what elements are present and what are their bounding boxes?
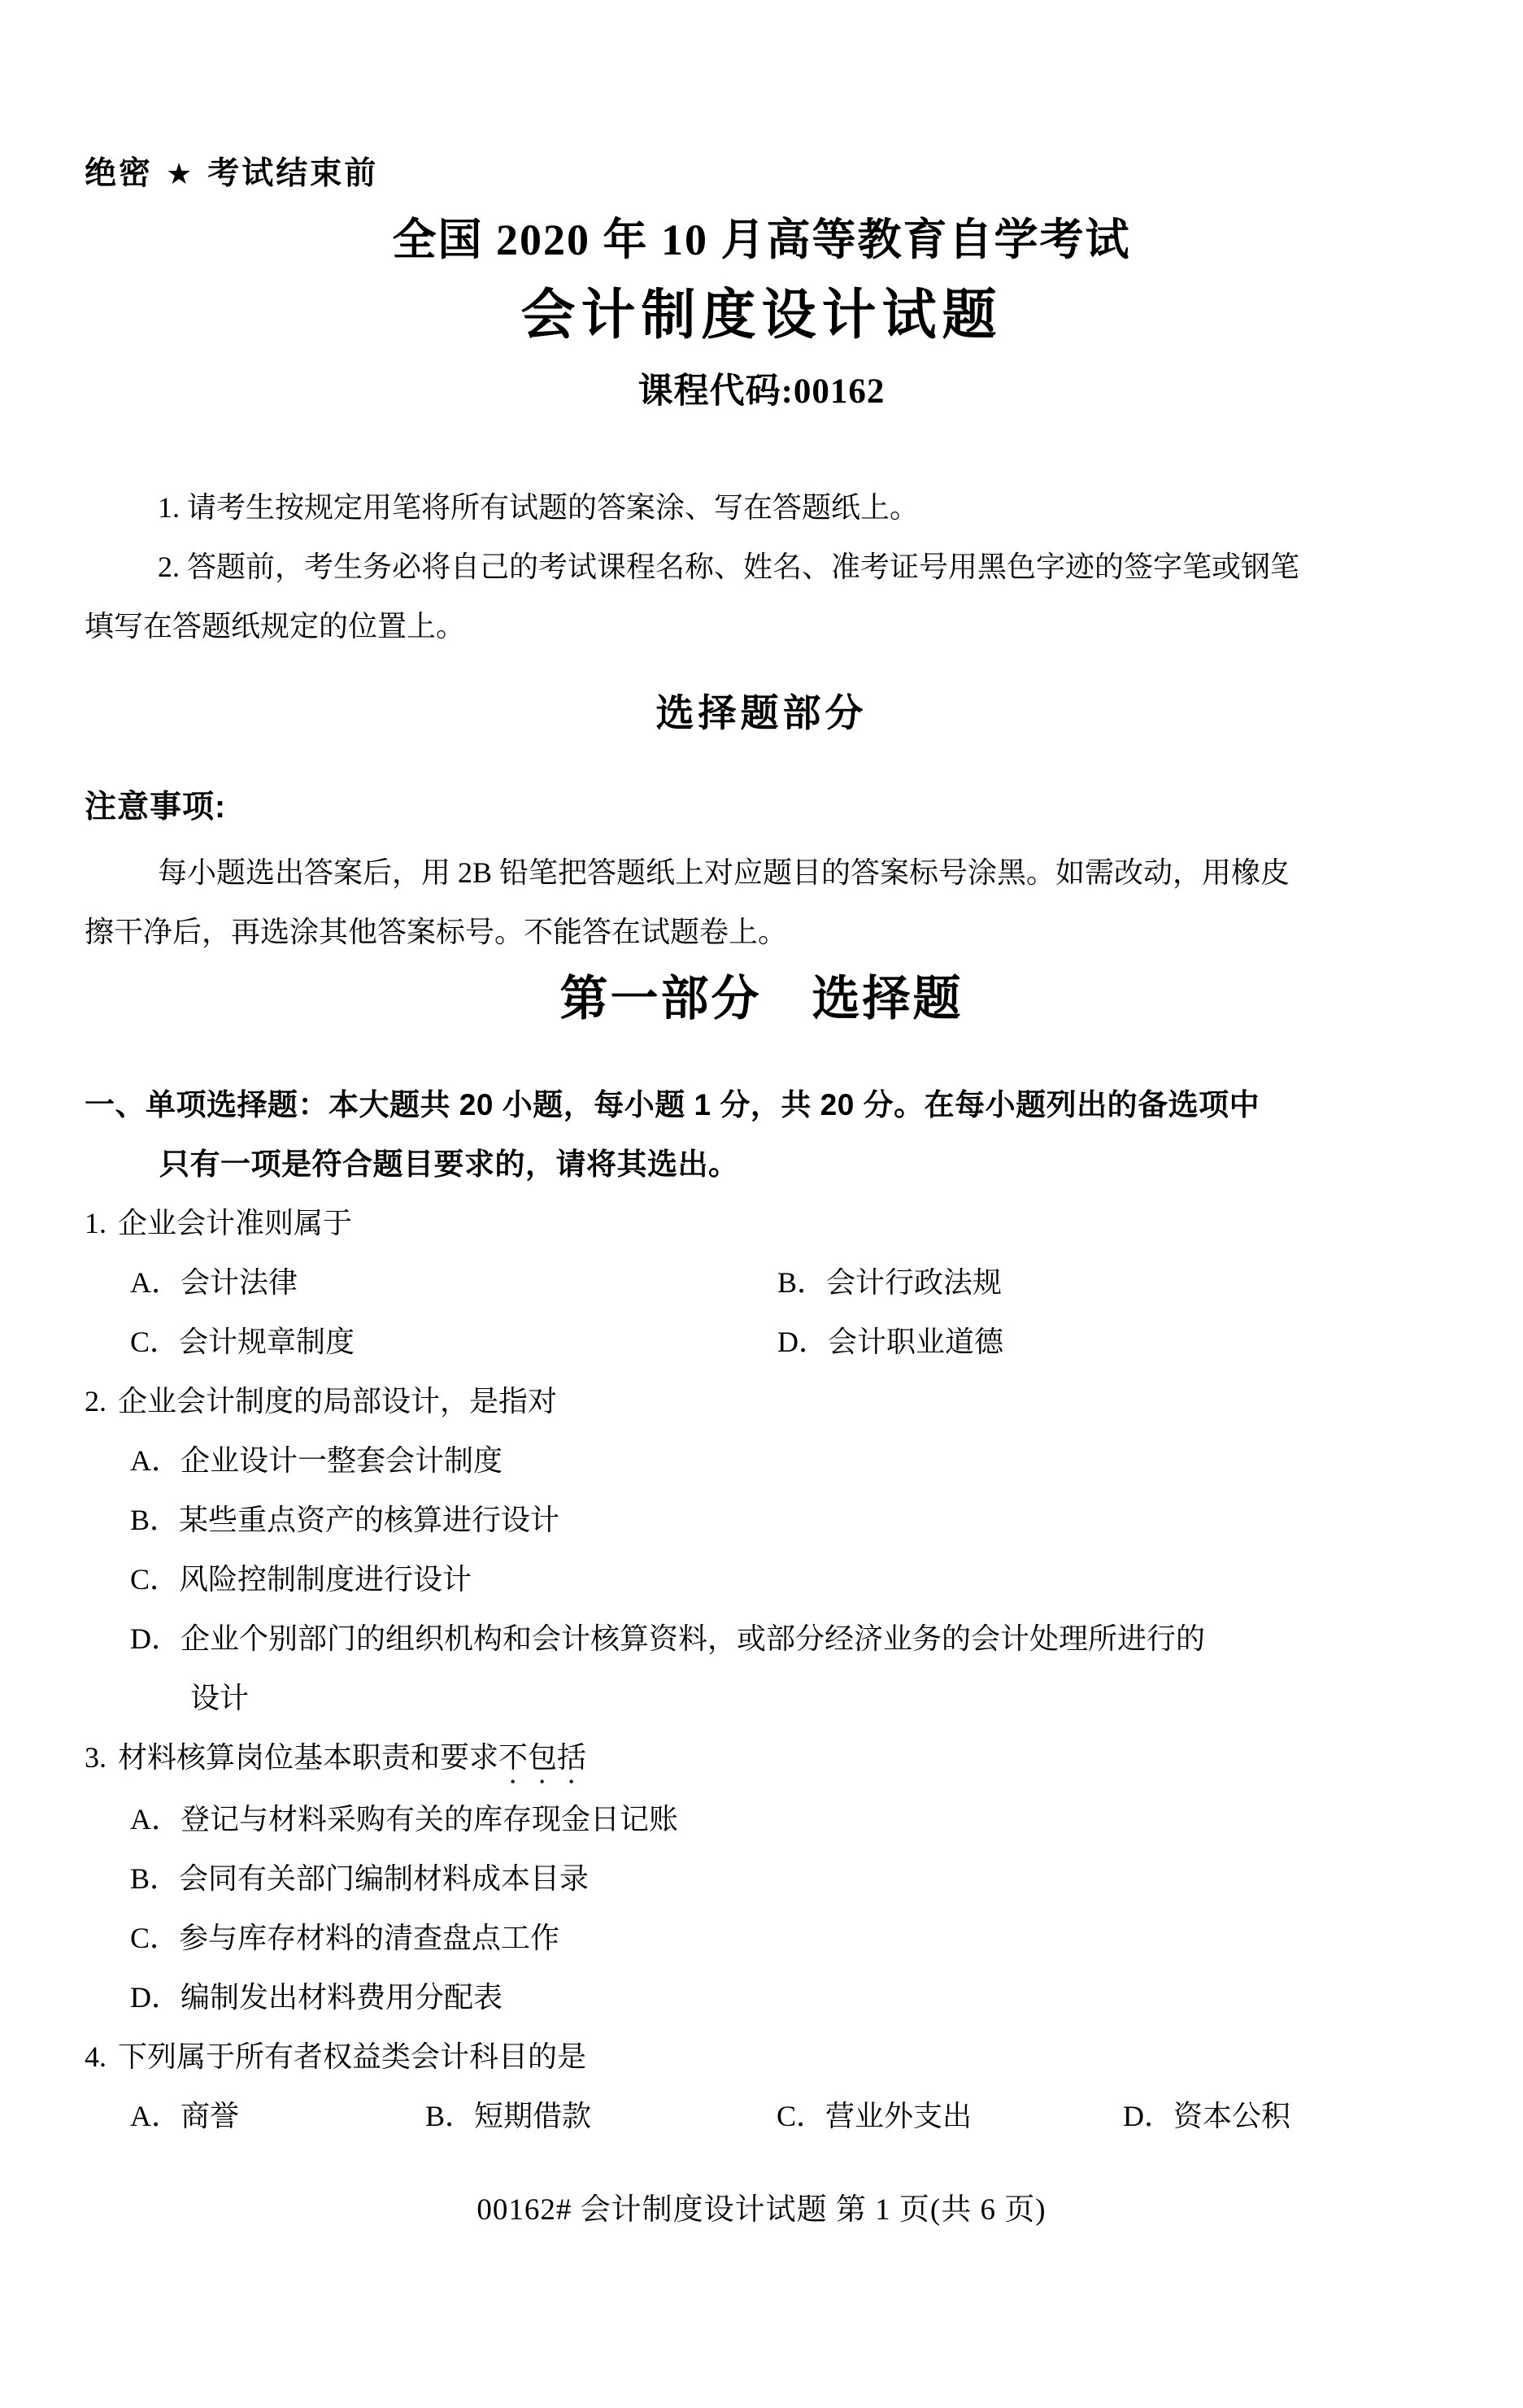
option-b: B．某些重点资产的核算进行设计 — [130, 1504, 560, 1536]
secrecy-notice — [85, 155, 1438, 194]
general-instructions — [85, 478, 1438, 656]
option-d-continuation: 设计 — [190, 1682, 250, 1714]
question-3-options — [85, 1790, 1438, 2027]
instruction-item-1: 1. 请考生按规定用笔将所有试题的答案涂、写在答题纸上。 — [158, 491, 920, 524]
choice-section-heading: 选择题部分 — [655, 691, 868, 734]
question-number: 2. — [85, 1385, 107, 1417]
question-4-options — [85, 2087, 1438, 2146]
exam-subject-title: 会计制度设计试题 — [520, 285, 1003, 346]
option-d: D．资本公积 — [1123, 2100, 1290, 2132]
option-c: C．风险控制制度进行设计 — [130, 1563, 472, 1596]
option-c: C．营业外支出 — [777, 2100, 973, 2132]
notice-body — [85, 843, 1438, 962]
exam-session-title: 全国 2020 年 10 月高等教育自学考试 — [392, 216, 1131, 264]
option-a: A．企业设计一整套会计制度 — [130, 1444, 503, 1477]
single-choice-intro-line-1: 一、单项选择题：本大题共 20 小题，每小题 1 分，共 20 分。在每小题列出的备选项中 — [85, 1088, 1260, 1121]
question-1-options — [85, 1253, 1438, 1372]
question-2-stem — [85, 1372, 1438, 1431]
option-a: A．会计法律 — [130, 1266, 298, 1299]
secrecy-label: 绝密 — [85, 156, 154, 191]
course-code: 课程代码:00162 — [637, 372, 886, 411]
question-3 — [85, 1728, 1438, 2027]
option-a: A．商誉 — [130, 2100, 239, 2132]
question-number: 1. — [85, 1207, 107, 1239]
option-b: B．短期借款 — [425, 2100, 592, 2132]
single-choice-intro — [85, 1075, 1438, 1194]
option-b: B．会计行政法规 — [777, 1266, 1003, 1299]
question-2 — [85, 1372, 1438, 1728]
question-4 — [85, 2027, 1438, 2146]
question-number: 3. — [85, 1741, 107, 1774]
instruction-item-2 — [85, 538, 1438, 656]
single-choice-intro-line-2: 只有一项是符合题目要求的，请将其选出。 — [159, 1147, 739, 1181]
notice-title: 注意事项: — [85, 790, 226, 825]
option-c: C．参与库存材料的清查盘点工作 — [130, 1922, 560, 1954]
notice-line-1: 每小题选出答案后，用 2B 铅笔把答题纸上对应题目的答案标号涂黑。如需改动，用橡皮 — [158, 856, 1290, 889]
secrecy-timing-label: 考试结束前 — [207, 156, 379, 191]
option-d: D．编制发出材料费用分配表 — [130, 1981, 503, 2014]
question-number: 4. — [85, 2040, 107, 2073]
question-stem-text: 下列属于所有者权益类会计科目的是 — [118, 2040, 587, 2073]
page-footer: 00162# 会计制度设计试题 第 1 页(共 6 页) — [476, 2193, 1047, 2227]
question-stem-text: 材料核算岗位基本职责和要求 — [118, 1741, 499, 1774]
part-one-heading: 第一部分 选择题 — [559, 972, 964, 1025]
option-b: B．会同有关部门编制材料成本目录 — [130, 1862, 590, 1895]
option-a: A．登记与材料采购有关的库存现金日记账 — [130, 1803, 678, 1835]
question-stem-text: 企业会计制度的局部设计，是指对 — [118, 1385, 558, 1417]
question-stem-text: 企业会计准则属于 — [118, 1207, 353, 1239]
question-stem-emphasized-text: 不包括 — [498, 1741, 587, 1774]
question-4-stem — [85, 2027, 1438, 2087]
question-1-stem — [85, 1194, 1438, 1253]
option-d: D．企业个别部门的组织机构和会计核算资料，或部分经济业务的会计处理所进行的 — [130, 1622, 1205, 1655]
star-icon: ★ — [166, 157, 195, 190]
option-c: C．会计规章制度 — [130, 1326, 355, 1358]
question-2-options — [85, 1431, 1438, 1728]
question-3-stem — [85, 1728, 1438, 1790]
instruction-item-2-line-1: 2. 答题前，考生务必将自己的考试课程名称、姓名、准考证号用黑色字迹的签字笔或钢笔 — [158, 551, 1300, 583]
question-1 — [85, 1194, 1438, 1372]
instruction-item-2-line-2: 填写在答题纸规定的位置上。 — [85, 610, 466, 642]
option-d: D．会计职业道德 — [777, 1326, 1003, 1358]
notice-line-2: 擦干净后，再选涂其他答案标号。不能答在试题卷上。 — [85, 916, 788, 948]
